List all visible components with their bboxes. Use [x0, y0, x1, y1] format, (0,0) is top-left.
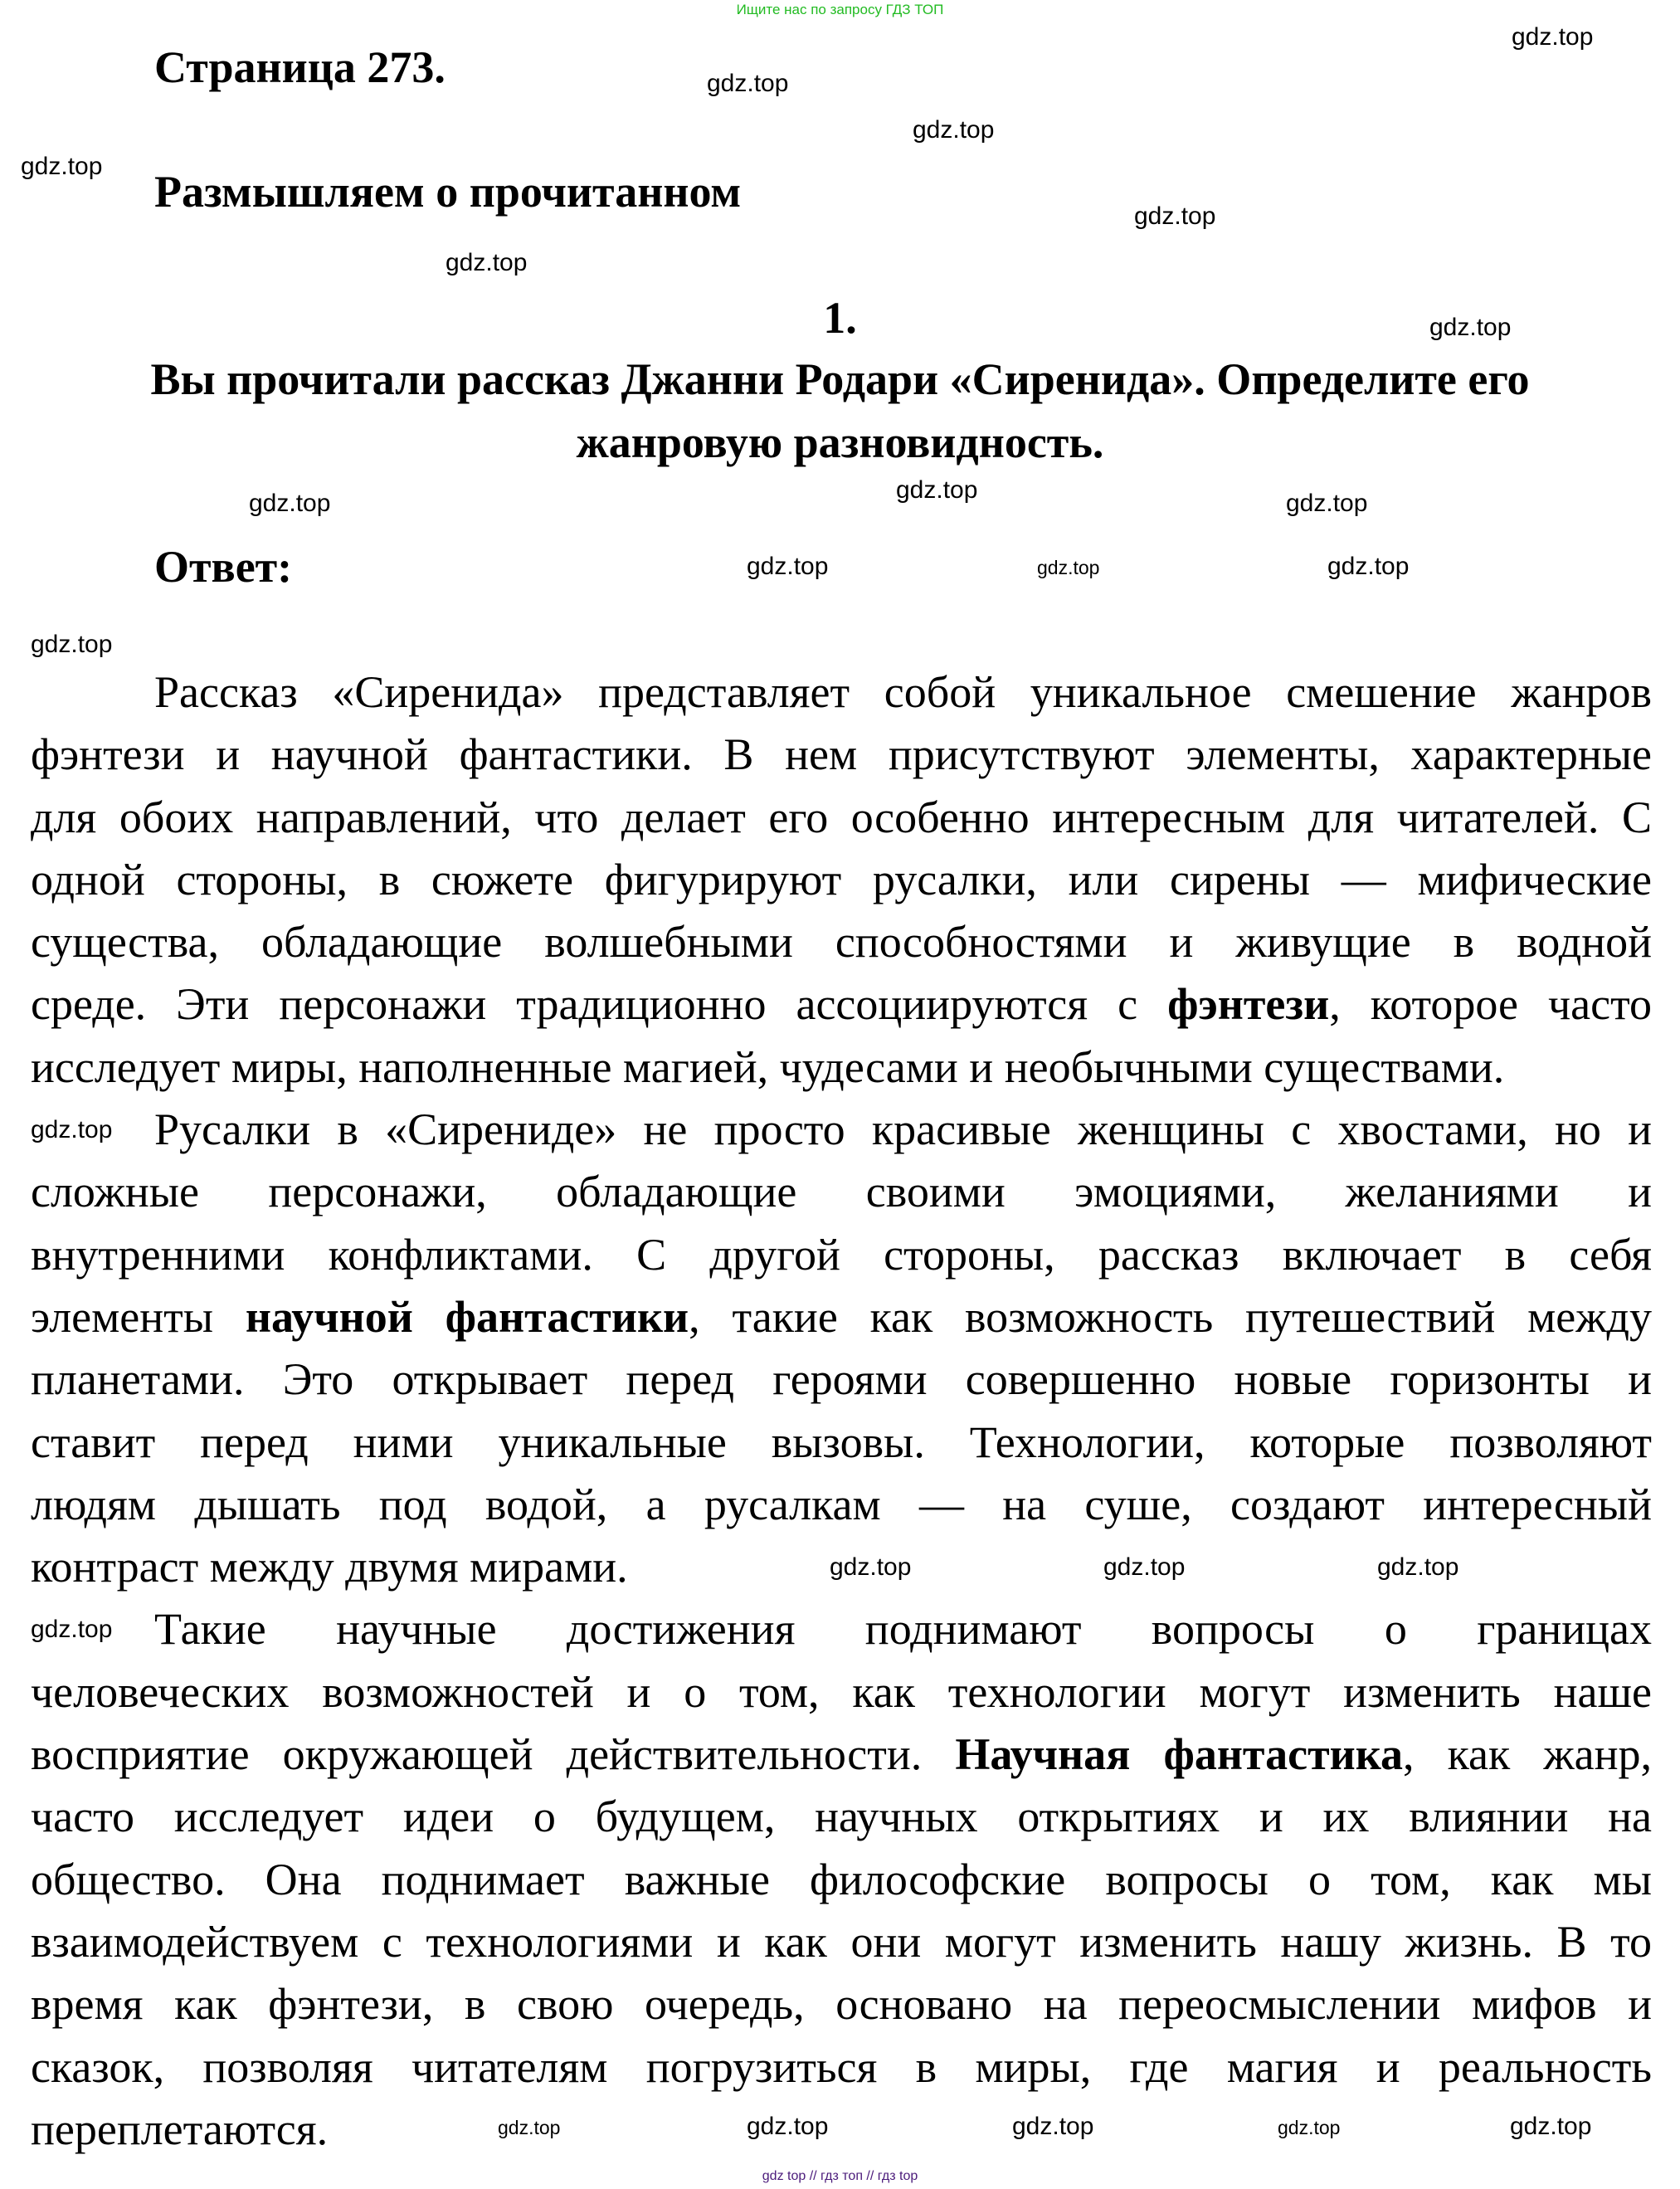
paragraph-line: [31, 849, 1652, 911]
watermark: gdz.top: [707, 70, 789, 97]
question-line-2: жанровую разновидность.: [576, 417, 1104, 467]
bold-term: фэнтези: [1167, 979, 1330, 1030]
watermark: gdz.top: [830, 1553, 912, 1581]
paragraph-line: [31, 1786, 1652, 1848]
paragraph-line: [31, 1411, 1652, 1474]
text-segment: среде. Эти персонажи традиционно ассоциируются с: [31, 979, 1168, 1030]
watermark: gdz.top: [1510, 2113, 1592, 2140]
task-number: 1.: [823, 293, 857, 343]
paragraph-line: [31, 2036, 1652, 2099]
watermark: gdz.top: [1134, 202, 1216, 230]
watermark: gdz.top: [747, 553, 829, 580]
paragraph-line: [31, 1036, 1652, 1099]
paragraph-line: [31, 787, 1652, 849]
paragraph-line: [31, 2099, 1652, 2161]
text-segment: сложные персонажи, обладающие своими эмоциями, желаниями и: [31, 1167, 1652, 1217]
text-segment: Рассказ «Сиренида» представляет собой уникальное смешение жанров: [154, 667, 1652, 717]
text-segment: существа, обладающие волшебными способностями и живущие в водной: [31, 917, 1652, 968]
watermark: gdz.top: [747, 2113, 829, 2140]
paragraph-line: [31, 1661, 1652, 1723]
text-segment: внутренними конфликтами. С другой стороны, рассказ включает в себя: [31, 1229, 1652, 1280]
paragraph-line: [31, 661, 1652, 724]
text-segment: , как жанр,: [1403, 1729, 1652, 1780]
watermark: gdz.top: [31, 1116, 113, 1143]
paragraph-line: [31, 1911, 1652, 1973]
watermark: gdz.top: [896, 476, 978, 504]
paragraph-line: [31, 1723, 1652, 1786]
text-segment: сказок, позволяя читателям погрузиться в миры, где магия и реальность: [31, 2041, 1652, 2092]
page-title: Страница 273.: [154, 42, 446, 92]
watermark: gdz.top: [1512, 23, 1594, 51]
paragraph-line: [31, 1598, 1652, 1660]
text-segment: планетами. Это открывает перед героями совершенно новые горизонты и: [31, 1354, 1652, 1405]
text-segment: время как фэнтези, в свою очередь, основано на переосмыслении мифов и: [31, 1979, 1652, 2030]
watermark: gdz.top: [249, 490, 331, 517]
watermark: gdz.top: [1286, 490, 1368, 517]
text-segment: для обоих направлений, что делает его особенно интересным для читателей. С: [31, 792, 1652, 842]
text-segment: одной стороны, в сюжете фигурируют русалки, или сирены — мифические: [31, 854, 1652, 904]
paragraph-line: [31, 1973, 1652, 2035]
answer-text: [31, 661, 1652, 2161]
text-segment: фэнтези и научной фантастики. В нем присутствуют элементы, характерные: [31, 729, 1652, 780]
paragraph-line: [31, 724, 1652, 786]
paragraph-line: [31, 1474, 1652, 1536]
text-segment: контраст между двумя мирами.: [31, 1542, 628, 1592]
watermark: gdz.top: [1429, 314, 1512, 341]
watermark: gdz.top: [913, 116, 995, 144]
text-segment: ставит перед ними уникальные вызовы. Технологии, которые позволяют: [31, 1416, 1652, 1467]
text-segment: Такие научные достижения поднимают вопросы о границах: [154, 1604, 1652, 1655]
paragraph-line: [31, 1224, 1652, 1286]
text-segment: исследует миры, наполненные магией, чудесами и необычными существами.: [31, 1041, 1505, 1092]
paragraph-line: [31, 1286, 1652, 1348]
paragraph-line: [31, 1849, 1652, 1911]
watermark: gdz.top: [1377, 1553, 1459, 1581]
section-title: Размышляем о прочитанном: [154, 167, 742, 217]
watermark: gdz.top: [498, 2117, 561, 2138]
text-segment: элементы: [31, 1291, 246, 1342]
question-line-1: Вы прочитали рассказ Джанни Родари «Сиренида». Определите его: [150, 354, 1530, 404]
text-segment: , которое часто: [1329, 979, 1652, 1030]
paragraph-line: [31, 1161, 1652, 1223]
answer-label: Ответ:: [154, 542, 293, 592]
watermark: gdz.top: [21, 153, 103, 180]
text-segment: Русалки в «Сирениде» не просто красивые женщины с хвостами, но и: [154, 1104, 1652, 1155]
paragraph-line: [31, 1348, 1652, 1411]
watermark: gdz.top: [446, 249, 528, 276]
paragraph-line: [31, 973, 1652, 1036]
watermark: gdz.top: [1037, 557, 1100, 578]
text-segment: людям дышать под водой, а русалкам — на суше, создают интересный: [31, 1479, 1652, 1529]
paragraph-line: [31, 911, 1652, 973]
text-segment: человеческих возможностей и о том, как технологии могут изменить наше: [31, 1666, 1652, 1717]
text-segment: , такие как возможность путешествий между: [689, 1291, 1652, 1342]
bold-term: Научная фантастика: [955, 1729, 1404, 1780]
text-segment: общество. Она поднимает важные философские вопросы о том, как мы: [31, 1854, 1652, 1904]
watermark: gdz.top: [31, 1616, 113, 1643]
footer-watermark: gdz top // гдз топ // гдз top: [762, 2169, 918, 2183]
text-segment: взаимодействуем с технологиями и как они могут изменить нашу жизнь. В то: [31, 1916, 1652, 1967]
watermark: gdz.top: [1327, 553, 1410, 580]
text-segment: восприятие окружающей действительности.: [31, 1729, 956, 1780]
watermark: gdz.top: [31, 631, 113, 658]
search-banner: Ищите нас по запросу ГДЗ ТОП: [736, 2, 944, 17]
paragraph-line: [31, 1099, 1652, 1161]
bold-term: научной фантастики: [245, 1291, 689, 1342]
text-segment: переплетаются.: [31, 2104, 329, 2154]
text-segment: часто исследует идеи о будущем, научных открытиях и их влиянии на: [31, 1792, 1652, 1842]
watermark: gdz.top: [1278, 2117, 1341, 2138]
watermark: gdz.top: [1012, 2113, 1094, 2140]
watermark: gdz.top: [1103, 1553, 1186, 1581]
